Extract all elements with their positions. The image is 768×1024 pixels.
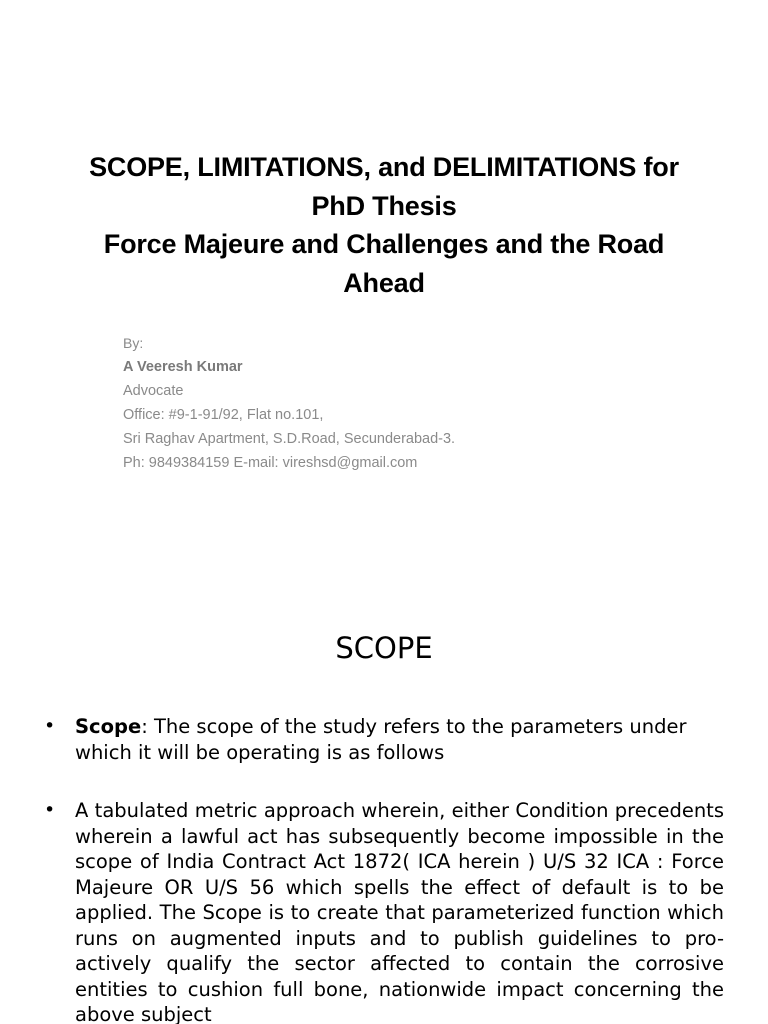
- author-office: Office: #9-1-91/92, Flat no.101,: [123, 407, 324, 423]
- bullet-body: A tabulated metric approach wherein, either Condition precedents wherein a lawful act has subsequently become impossible in the scope of India Contract Act 1872( ICA herein ) U/S 32 ICA : Force Majeure OR U/S 56 which spells the effect of default is to be applied. The Scope is to create that parameterized function which runs on augmented inputs and to publish guidelines to pro-actively qualify the sector affected to contain the corrosive entities to cushion full bone, nationwide impact concerning the above subject: [75, 799, 724, 1024]
- bullet-body: : The scope of the study refers to the parameters under which it will be operating is as follows: [75, 715, 687, 764]
- author-role: Advocate: [123, 383, 184, 399]
- title-line-3: Force Majeure and Challenges and the Road: [103, 229, 665, 259]
- author-by-label: By:: [123, 335, 144, 351]
- author-block: [123, 331, 683, 475]
- bullet-icon: •: [44, 799, 56, 821]
- slide-title: [60, 148, 708, 302]
- author-name: A Veeresh Kumar: [123, 359, 243, 375]
- list-item: [44, 798, 724, 1024]
- bullet-icon: •: [44, 715, 56, 737]
- bullet-term: Scope: [75, 715, 142, 738]
- author-address: Sri Raghav Apartment, S.D.Road, Secunderabad-3.: [123, 431, 456, 447]
- bullet-text: [75, 714, 724, 765]
- author-contact: Ph: 9849384159 E-mail: vireshsd@gmail.com: [123, 455, 418, 471]
- section-heading: SCOPE: [335, 631, 433, 665]
- bullet-text: [75, 798, 724, 1024]
- bullet-list: [44, 714, 724, 1024]
- title-line-1: SCOPE, LIMITATIONS, and DELIMITATIONS for: [89, 152, 679, 182]
- title-line-2: PhD Thesis: [311, 190, 457, 221]
- list-item: [44, 714, 724, 765]
- title-line-4: Ahead: [343, 267, 425, 298]
